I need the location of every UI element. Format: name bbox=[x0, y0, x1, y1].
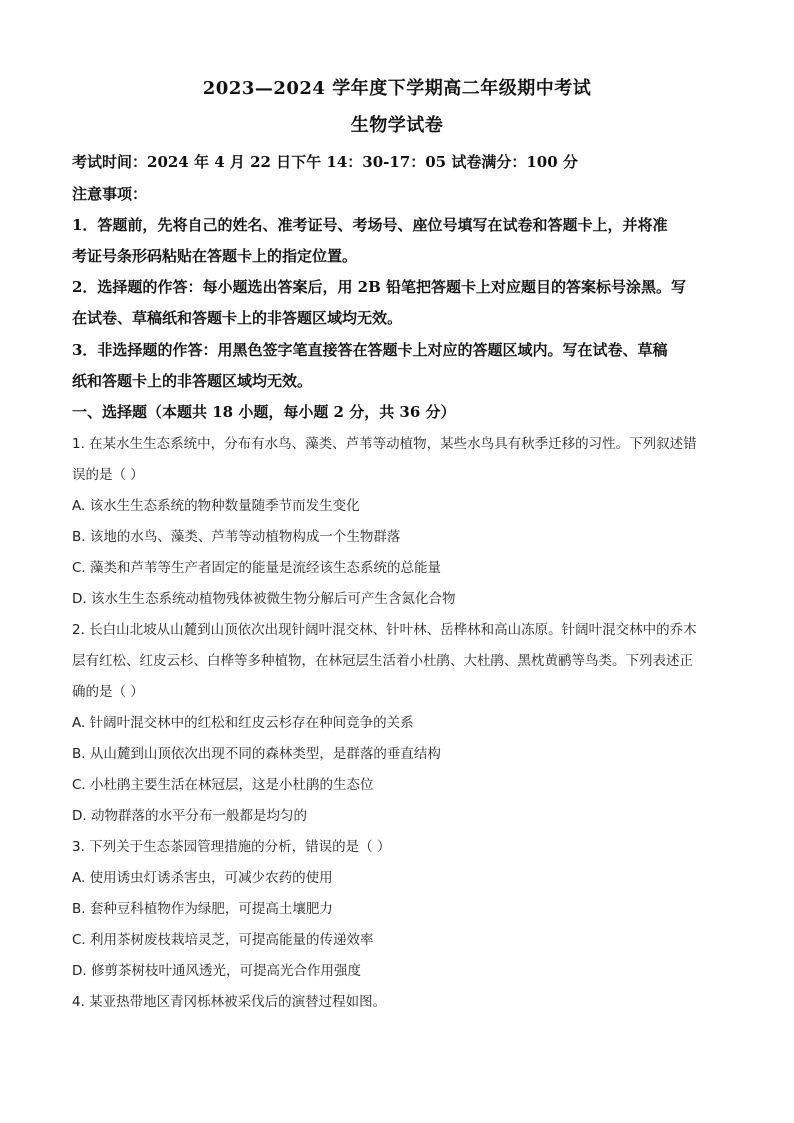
notes-heading: 注意事项： bbox=[72, 185, 148, 203]
exam-subtitle: 生物学试卷 bbox=[350, 115, 444, 136]
question-2-option-a: A. 针阔叶混交林中的红松和红皮云杉存在种间竞争的关系 bbox=[72, 715, 414, 731]
question-1-line-2: 误的是（ ） bbox=[72, 467, 144, 483]
question-1-option-b: B. 该地的水鸟、藻类、芦苇等动植物构成一个生物群落 bbox=[72, 529, 401, 545]
section-heading: 一、选择题（本题共 18 小题，每小题 2 分，共 36 分） bbox=[72, 403, 456, 421]
question-1-line-1: 1. 在某水生生态系统中，分布有水鸟、藻类、芦苇等动植物，某些水鸟具有秋季迁移的习性。下列叙述错 bbox=[72, 436, 697, 452]
question-2-option-c: C. 小杜鹃主要生活在林冠层，这是小杜鹃的生态位 bbox=[72, 777, 374, 793]
note-2-line-2: 在试卷、草稿纸和答题卡上的非答题区域均无效。 bbox=[72, 309, 403, 327]
question-3-option-d: D. 修剪茶树枝叶通风透光，可提高光合作用强度 bbox=[72, 963, 361, 979]
question-3-option-b: B. 套种豆科植物作为绿肥，可提高土壤肥力 bbox=[72, 901, 333, 917]
note-1-line-1: 1．答题前，先将自己的姓名、准考证号、考场号、座位号填写在试卷和答题卡上，并将准 bbox=[72, 216, 668, 234]
question-1-option-a: A. 该水生生态系统的物种数量随季节而发生变化 bbox=[72, 498, 360, 514]
note-2-line-1: 2．选择题的作答：每小题选出答案后，用 2B 铅笔把答题卡上对应题目的答案标号涂黑。写 bbox=[72, 278, 687, 296]
exam-title: 2023—2024 学年度下学期高二年级期中考试 bbox=[202, 78, 592, 99]
question-3-option-a: A. 使用诱虫灯诱杀害虫，可减少农药的使用 bbox=[72, 870, 333, 886]
note-1-line-2: 考证号条形码粘贴在答题卡上的指定位置。 bbox=[72, 247, 358, 265]
question-1-option-c: C. 藻类和芦苇等生产者固定的能量是流经该生态系统的总能量 bbox=[72, 560, 442, 576]
question-3-line-1: 3. 下列关于生态茶园管理措施的分析，错误的是（ ） bbox=[72, 839, 391, 855]
question-1-option-d: D. 该水生生态系统动植物残体被微生物分解后可产生含氮化合物 bbox=[72, 591, 456, 607]
question-2-line-1: 2. 长白山北坡从山麓到山顶依次出现针阔叶混交林、针叶林、岳桦林和高山冻原。针阔叶混交林中的乔木 bbox=[72, 622, 697, 638]
question-3-option-c: C. 利用茶树废枝栽培灵芝，可提高能量的传递效率 bbox=[72, 932, 374, 948]
question-2-line-3: 确的是（ ） bbox=[72, 684, 144, 700]
question-2-option-d: D. 动物群落的水平分布一般都是均匀的 bbox=[72, 808, 307, 824]
note-3-line-1: 3．非选择题的作答：用黑色签字笔直接答在答题卡上对应的答题区域内。写在试卷、草稿 bbox=[72, 341, 668, 359]
question-2-line-2: 层有红松、红皮云杉、白桦等多种植物，在林冠层生活着小杜鹃、大杜鹃、黑枕黄鹂等鸟类。下列表述正 bbox=[72, 653, 693, 669]
question-4-line-1: 4. 某亚热带地区青冈栎林被采伐后的演替过程如图。 bbox=[72, 994, 387, 1010]
note-3-line-2: 纸和答题卡上的非答题区域均无效。 bbox=[72, 372, 313, 390]
question-2-option-b: B. 从山麓到山顶依次出现不同的森林类型，是群落的垂直结构 bbox=[72, 746, 441, 762]
exam-info: 考试时间：2024 年 4 月 22 日下午 14：30-17：05 试卷满分：100 分 bbox=[72, 153, 578, 171]
